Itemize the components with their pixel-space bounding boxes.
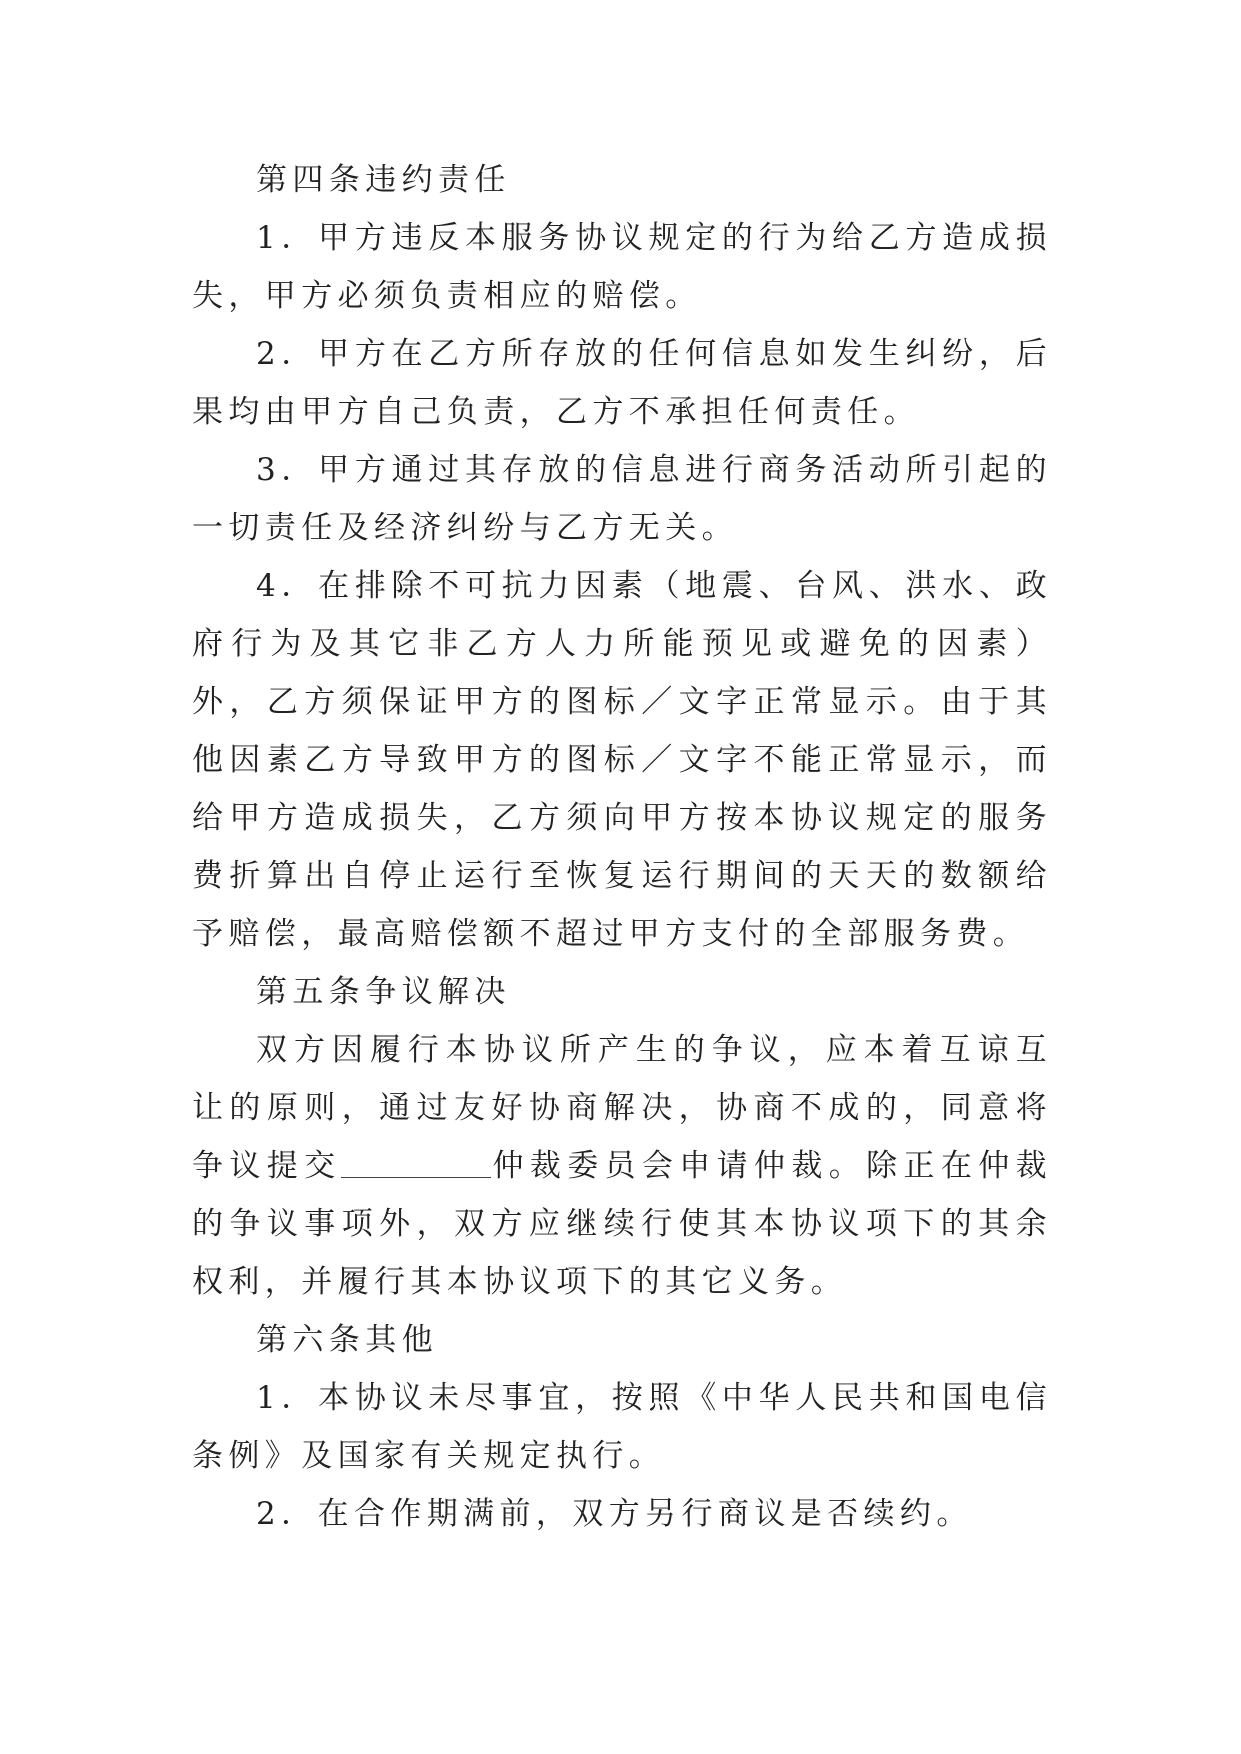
section-4-item-4: 4．在排除不可抗力因素（地震、台风、洪水、政府行为及其它非乙方人力所能预见或避免的因素）外，乙方须保证甲方的图标／文字正常显示。由于其他因素乙方导致甲方的图标／文字不能正常显示，而给甲方造成损失，乙方须向甲方按本协议规定的服务费折算出自停止运行至恢复运行期间的天天的数额给予赔偿，最高赔偿额不超过甲方支付的全部服务费。 bbox=[192, 568, 1052, 952]
arbitration-blank-line bbox=[341, 1147, 491, 1178]
section-6-heading: 第六条其他 bbox=[256, 1322, 438, 1358]
section-5-text-before-blank: 双方因履行本协议所产生的争议，应本着互谅互让的原则，通过友好协商解决，协商不成的，同意将争议提交 bbox=[192, 1032, 1052, 1184]
section-5-heading: 第五条争议解决 bbox=[256, 974, 511, 1010]
section-6-item-2: 2．在合作期满前，双方另行商议是否续约。 bbox=[256, 1496, 973, 1532]
section-6-item-1: 1．本协议未尽事宜，按照《中华人民共和国电信条例》及国家有关规定执行。 bbox=[192, 1380, 1052, 1474]
section-4-item-3: 3．甲方通过其存放的信息进行商务活动所引起的一切责任及经济纠纷与乙方无关。 bbox=[192, 452, 1052, 546]
section-5-text-after-blank: 仲裁委员会申请仲裁。除正在仲裁的争议事项外，双方应继续行使其本协议项下的其余权利，并履行其本协议项下的其它义务。 bbox=[192, 1148, 1053, 1300]
section-5-paragraph bbox=[192, 1021, 1052, 1311]
document-body bbox=[192, 151, 1052, 1543]
section-4-item-1: 1．甲方违反本服务协议规定的行为给乙方造成损失，甲方必须负责相应的赔偿。 bbox=[192, 220, 1052, 314]
section-4-item-2: 2．甲方在乙方所存放的任何信息如发生纠纷，后果均由甲方自己负责，乙方不承担任何责任。 bbox=[192, 336, 1052, 430]
section-4-heading: 第四条违约责任 bbox=[256, 162, 511, 198]
